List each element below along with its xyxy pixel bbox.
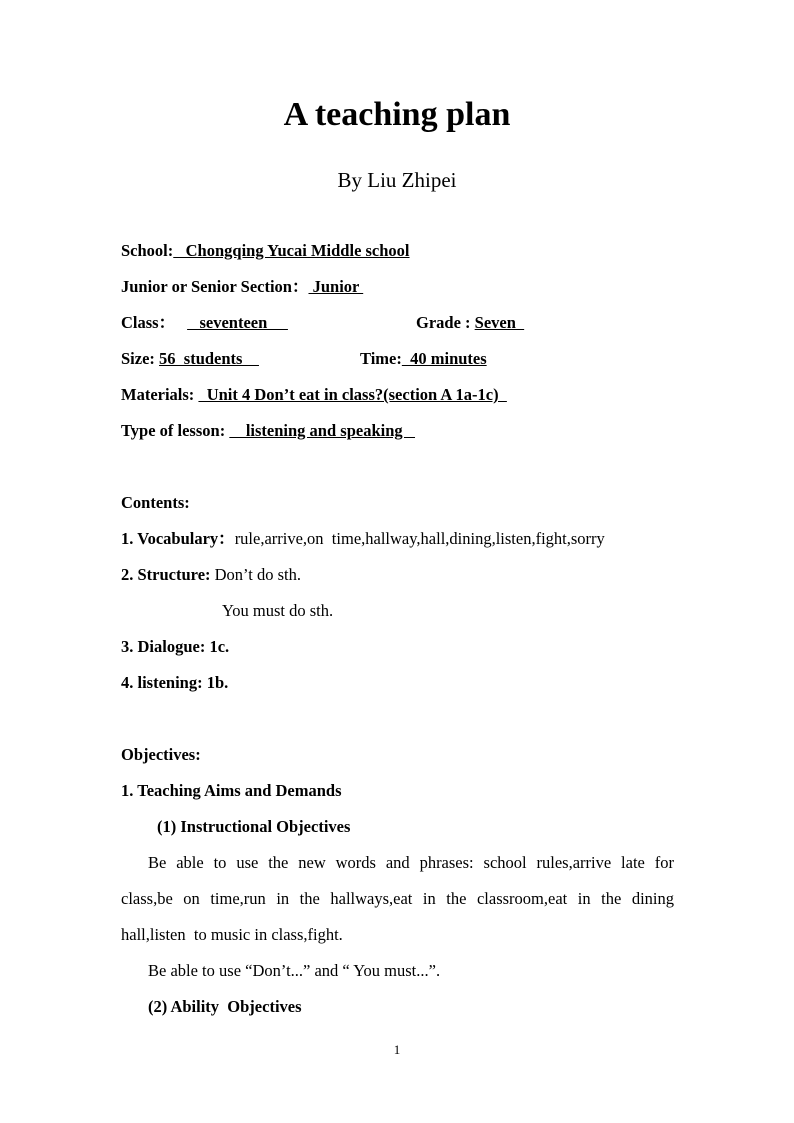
dialogue-line: 3. Dialogue: 1c. — [121, 637, 230, 656]
class-value: seventeen — [187, 313, 288, 332]
structure-line-2: You must do sth. — [222, 601, 334, 620]
materials-label: Materials: — [121, 385, 199, 404]
ability-heading: (2) Ability Objectives — [148, 997, 302, 1016]
section-value: Junior — [308, 277, 364, 296]
contents-heading: Contents: — [121, 493, 190, 512]
vocabulary-line — [121, 528, 605, 550]
document-author: By Liu Zhipei — [337, 168, 457, 192]
page-number: 1 — [393, 1042, 401, 1057]
listening-line: 4. listening: 1b. — [121, 673, 229, 692]
grade-value: Seven — [474, 313, 525, 332]
size-label: Size: — [121, 349, 160, 368]
school-value: Chongqing Yucai Middle school — [173, 241, 410, 260]
materials-value: Unit 4 Don’t eat in class?(section A 1a-1c) — [198, 385, 507, 404]
size-line — [121, 348, 259, 370]
school-line — [121, 240, 410, 262]
paragraph-line: class,be on time,run in the hallways,eat in the classroom,eat in the dining — [121, 889, 674, 908]
paragraph-line: Be able to use the new words and phrases: school rules,arrive late for — [148, 853, 674, 872]
class-line — [121, 312, 288, 334]
vocabulary-text: rule,arrive,on time,hallway,hall,dining,listen,fight,sorry — [234, 529, 605, 548]
lesson-type-line — [121, 420, 415, 442]
lesson-type-value: listening and speaking — [229, 421, 416, 440]
size-value: 56 students — [159, 349, 259, 368]
section-label: Junior or Senior Section： — [121, 277, 309, 296]
time-line — [360, 348, 487, 370]
grade-line — [416, 312, 524, 334]
time-value: 40 minutes — [401, 349, 487, 368]
materials-line — [121, 384, 507, 406]
instructional-heading: (1) Instructional Objectives — [157, 817, 351, 836]
time-label: Time: — [360, 349, 402, 368]
grade-label: Grade : — [416, 313, 475, 332]
objectives-heading: Objectives: — [121, 745, 201, 764]
lesson-type-label: Type of lesson: — [121, 421, 230, 440]
document-title: A teaching plan — [283, 96, 511, 133]
vocabulary-label: 1. Vocabulary： — [121, 529, 235, 548]
structure-line — [121, 564, 301, 586]
aims-heading: 1. Teaching Aims and Demands — [121, 781, 342, 800]
section-line — [121, 276, 363, 298]
paragraph-line: hall,listen to music in class,fight. — [121, 925, 343, 944]
structure-text: Don’t do sth. — [210, 565, 301, 584]
structure-label: 2. Structure: — [121, 565, 211, 584]
paragraph-line: Be able to use “Don’t...” and “ You must...”. — [148, 961, 441, 980]
class-label: Class： — [121, 313, 176, 332]
school-label: School: — [121, 241, 174, 260]
